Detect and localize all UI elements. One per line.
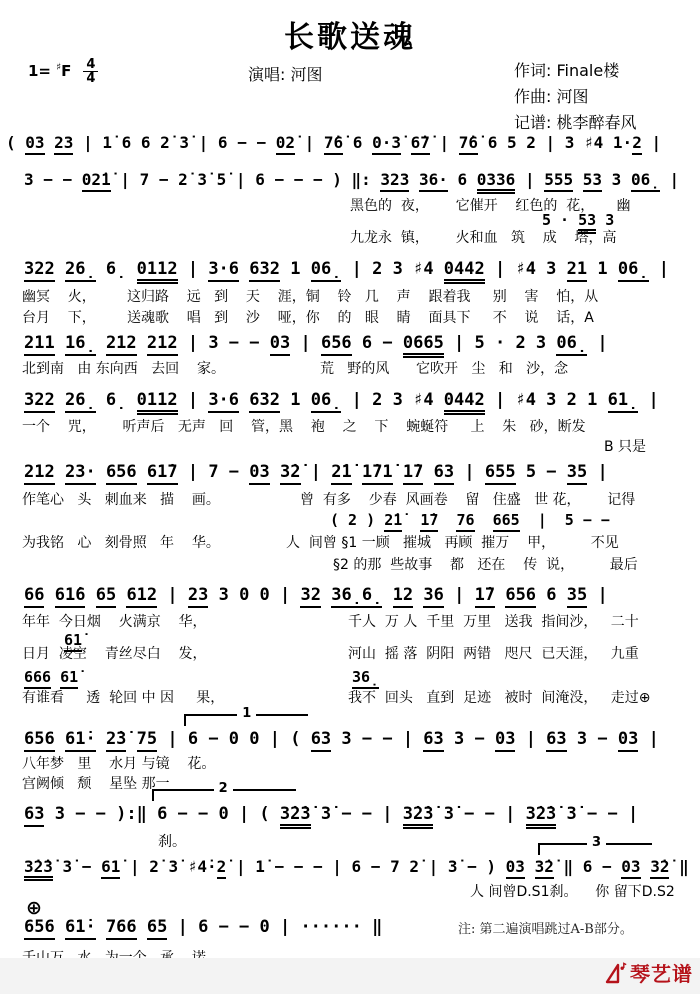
- note-group: [137, 462, 147, 482]
- note-group: 66: [24, 585, 44, 608]
- page-title: 长歌送魂: [284, 20, 416, 55]
- note-group: | 1̇ − − − | 6 − 7 2̇ | 3̇ − ): [226, 857, 506, 876]
- note-group: 322: [24, 390, 55, 413]
- note-group: [352, 462, 362, 482]
- music-line: [24, 729, 659, 750]
- note-group: 03: [621, 857, 640, 879]
- note-group: 35: [567, 462, 587, 485]
- note-group: 75: [137, 729, 157, 752]
- note-group: | ♯4 3 2 1: [484, 390, 608, 410]
- note-group: 5 ·: [542, 211, 579, 229]
- note-group: 61̇·: [65, 917, 96, 940]
- note-group: 61̣: [608, 390, 639, 413]
- note-group: [495, 585, 505, 605]
- note-group: | 3 − −: [177, 333, 270, 353]
- lyric-line: 我不 回头 直到 足迹 被时 间淹没， 走过⊕: [348, 690, 651, 706]
- note-group: 5 −: [515, 462, 567, 482]
- note-group: [96, 917, 106, 937]
- note-group: 0442: [444, 259, 485, 284]
- note-group: [641, 857, 651, 876]
- note-group: [423, 462, 433, 482]
- note-group: 6: [447, 170, 477, 189]
- note-group: 3 0 0 |: [208, 585, 301, 605]
- lyric-line: 宫阙倾 颓 星坠 那一: [22, 776, 170, 792]
- lyric-line: B 只是: [604, 439, 647, 455]
- note-group: 16̣: [65, 333, 96, 356]
- note-group: 76: [456, 511, 474, 532]
- note-group: | 5 · 2 3: [443, 333, 557, 353]
- note-group: 1̇7: [420, 511, 438, 532]
- lyric-line: 八年梦 里 水月 与镜 花。: [22, 756, 216, 772]
- note-group: |: [300, 462, 332, 482]
- lyric-line: 一个 咒， 听声后 无声 回 管，黑 袍 之 下 蜿蜒符 上 朱 砂，断发: [22, 419, 586, 435]
- music-line-small: [330, 511, 610, 530]
- note-group: 6 −: [351, 333, 403, 353]
- note-group: 6̇7̇: [411, 133, 430, 155]
- note-group: 06̣: [311, 390, 342, 413]
- note-group: 2̇1̇: [384, 511, 402, 532]
- lyric-line: 人 间曾 §1 一顾 摧城 再顾 摧万 甲， 不见: [286, 535, 619, 551]
- lyric-line: 荒 野的风 它吹开 尘 和 沙，念: [320, 361, 569, 377]
- note-group: 1̇71̇: [362, 462, 393, 485]
- note-group: | 2 3 ♯4: [341, 390, 444, 410]
- note-group: 2̇3̇: [106, 729, 126, 752]
- note-group: | 7 − 2̇ 3̇ 5̇ | 6 − − − ) ‖:: [110, 170, 381, 189]
- singer-credit: 演唱: 河图: [248, 65, 323, 84]
- note-group: 3: [602, 170, 631, 189]
- volta-bracket: [152, 781, 296, 801]
- note-group: 03: [270, 333, 290, 356]
- note-group: 6: [343, 133, 373, 152]
- note-group: | 6 − 0 0 | (: [157, 729, 311, 749]
- note-group: 61̇: [64, 631, 82, 652]
- music-line: [24, 390, 659, 411]
- note-group: |: [638, 390, 659, 410]
- credit-line: 作词: Finale楼: [514, 61, 620, 80]
- note-group: | 2 3 ♯4: [341, 259, 444, 279]
- note-group: 7̇6̇: [459, 133, 478, 155]
- note-group: |: [177, 390, 209, 410]
- note-group: [573, 170, 583, 189]
- note-group: [96, 462, 106, 482]
- note-group: |: [587, 462, 608, 482]
- note-group: 63: [24, 804, 44, 827]
- lyric-line: 日月 凌空 青丝尽白 发，: [22, 646, 207, 662]
- note-group: 36: [423, 585, 443, 608]
- note-group: 06̣: [556, 333, 587, 356]
- note-group: 3̇ − − |: [310, 804, 403, 824]
- note-group: [126, 729, 136, 749]
- bottom-strip: [0, 958, 700, 994]
- note-group: 61̇: [60, 668, 78, 689]
- note-group: 0·3̇: [372, 133, 401, 155]
- note-group: 3̇ − − |: [556, 804, 639, 824]
- music-line-small: [542, 211, 614, 230]
- note-group: 6̣: [95, 259, 137, 279]
- note-group: 3·6: [208, 390, 239, 413]
- note-group: |: [641, 133, 662, 152]
- note-group: |: [295, 133, 324, 152]
- note-group: 555: [544, 170, 573, 192]
- lyric-line: 刹。: [158, 834, 186, 850]
- note-group: [321, 585, 331, 605]
- note-group: 03: [495, 729, 515, 752]
- note-group: 632: [249, 259, 280, 282]
- remark-note: 注: 第二遍演唱跳过A-B部分。: [458, 922, 633, 937]
- note-group: 0112: [137, 390, 178, 415]
- lyric-line: 幽冥 火， 这归路 远 到 天 涯，铜 铃 几 声 跟着我 别 害 怕，从: [22, 289, 599, 305]
- note-group: 0665: [403, 333, 444, 358]
- key-prefix: 1=: [28, 62, 57, 80]
- note-group: [44, 585, 54, 605]
- note-group: 03: [25, 133, 44, 155]
- note-group: [55, 259, 65, 279]
- note-group: 06̣: [631, 170, 660, 192]
- note-group: 656: [505, 585, 536, 608]
- note-group: [96, 729, 106, 749]
- note-group: |: [587, 333, 608, 353]
- note-group: 212: [147, 333, 178, 356]
- note-group: 63: [423, 729, 443, 752]
- music-line: [24, 857, 689, 877]
- logo-icon: [604, 961, 628, 985]
- note-group: 03: [249, 462, 269, 485]
- coda-sign: ⊕: [26, 897, 42, 919]
- note-group: 53: [583, 170, 602, 192]
- note-group: 03: [618, 729, 638, 752]
- note-group: 63: [311, 729, 331, 752]
- note-group: 23·: [65, 462, 96, 485]
- note-group: |: [429, 133, 459, 152]
- note-group: 21: [567, 259, 587, 282]
- lyric-line: 年年 今日烟 火满京 华，: [22, 614, 207, 630]
- note-group: [402, 511, 420, 529]
- volta-number: 3: [587, 835, 606, 850]
- music-line: [6, 133, 661, 153]
- note-group: 3 −: [443, 729, 495, 749]
- music-line: [24, 462, 608, 483]
- note-group: 1: [587, 259, 618, 279]
- note-group: 1: [280, 390, 311, 410]
- lyric-line: §2 的那 些故事 都 还在 传 说， 最后: [333, 557, 638, 573]
- note-group: [45, 133, 55, 152]
- note-group: 61̇7: [147, 462, 178, 485]
- note-group: [55, 729, 65, 749]
- note-group: 3 − − |: [331, 729, 424, 749]
- time-upper: 4: [83, 58, 98, 72]
- note-group: [393, 462, 403, 482]
- note-group: 53: [578, 211, 596, 234]
- music-line: [24, 804, 638, 825]
- note-group: 35: [567, 585, 587, 608]
- note-group: ‖ 6 −: [553, 857, 622, 876]
- music-line-small: [24, 668, 78, 687]
- note-group: 3̇2̇3̇: [280, 804, 311, 829]
- music-line-small: [352, 668, 379, 687]
- qinyipu-logo: [604, 958, 693, 987]
- lyric-line: 台月 下， 送魂歌 唱 到 沙 哑，你 的 眼 睛 面具下 不 说 话，A: [22, 310, 594, 326]
- note-group: 32: [300, 585, 320, 608]
- note-group: [116, 585, 126, 605]
- note-group: 03: [506, 857, 525, 879]
- lyric-line: 黑色的 夜， 它催开 红色的 花， 幽: [350, 198, 631, 214]
- note-group: 0112: [137, 259, 178, 284]
- music-line: [24, 170, 679, 190]
- note-group: ‖: [669, 857, 689, 876]
- note-group: | ♯4 3: [484, 259, 567, 279]
- note-group: 6̣: [95, 390, 137, 410]
- note-group: |: [443, 585, 475, 605]
- note-group: 3 −: [566, 729, 618, 749]
- note-group: [85, 585, 95, 605]
- note-group: 212: [24, 462, 55, 485]
- music-line: [24, 917, 382, 938]
- note-group: 656: [24, 917, 55, 940]
- note-group: | 2̇ 3̇ ♯4̇·: [120, 857, 217, 876]
- note-group: 61̇·: [65, 729, 96, 752]
- note-group: 3̇2̇3̇: [24, 857, 53, 881]
- logo-text: 琴艺谱: [630, 962, 693, 986]
- note-group: 212: [106, 333, 137, 356]
- note-group: 665: [493, 511, 520, 532]
- note-group: 3̇ −: [52, 857, 102, 876]
- note-group: 656: [24, 729, 55, 752]
- time-lower: 4: [86, 71, 96, 86]
- note-group: 65: [96, 585, 116, 608]
- note-group: |: [638, 729, 659, 749]
- note-group: 3̇2̇: [280, 462, 300, 485]
- note-group: 65: [147, 917, 167, 940]
- note-group: 02̇1̇: [82, 170, 111, 192]
- note-group: |: [157, 585, 188, 605]
- lyric-line: 为我铭 心 刻骨照 年 华。: [22, 535, 220, 551]
- note-group: [55, 333, 65, 353]
- note-group: 2̇1̇: [331, 462, 351, 485]
- note-group: 06̣: [618, 259, 649, 282]
- credit-line: 记谱: 桃李醉春风: [514, 113, 637, 132]
- lyric-line: 有谁看 透 轮回 中 因 果，: [22, 690, 225, 706]
- note-group: 3̇ − − |: [433, 804, 526, 824]
- note-group: 61̇: [101, 857, 120, 879]
- key-note: F: [61, 62, 72, 80]
- note-group: |: [290, 333, 321, 353]
- lyric-line: 河山 摇 落 阴阳 两错 咫尺 已天涯， 九重: [348, 646, 639, 662]
- note-group: [137, 333, 147, 353]
- note-group: 632: [249, 390, 280, 413]
- note-group: 3̇2̇: [535, 857, 554, 879]
- note-group: |: [648, 259, 670, 279]
- note-group: | 5 − −: [519, 511, 610, 529]
- note-group: [401, 133, 411, 152]
- note-group: 3: [596, 211, 615, 229]
- note-group: [270, 462, 280, 482]
- music-line: [24, 333, 608, 354]
- note-group: 02̇: [276, 133, 295, 155]
- note-group: [51, 668, 60, 686]
- note-group: 656: [321, 333, 352, 356]
- note-group: 656: [106, 462, 137, 485]
- note-group: 1: [280, 259, 311, 279]
- note-group: 211: [24, 333, 55, 356]
- note-group: [475, 511, 493, 529]
- note-group: 2̇: [217, 857, 227, 879]
- note-group: 322: [24, 259, 55, 282]
- note-group: 23: [188, 585, 208, 608]
- note-group: [382, 585, 392, 605]
- note-group: 3·6: [208, 259, 239, 282]
- note-group: 3 − − ):‖ 6 − − 0 | (: [44, 804, 280, 824]
- lyric-line: 作笔心 头 刺血来 描 画。: [22, 492, 220, 508]
- volta-number: 2: [214, 781, 233, 796]
- note-group: | 7 −: [177, 462, 250, 482]
- note-group: [96, 333, 106, 353]
- note-group: [413, 585, 423, 605]
- note-group: 26̣: [65, 259, 96, 282]
- note-group: [525, 857, 535, 876]
- note-group: 0442: [444, 390, 485, 415]
- note-group: 63: [546, 729, 566, 752]
- volta-bracket: [184, 706, 308, 726]
- note-group: |: [515, 729, 547, 749]
- note-group: 612: [126, 585, 157, 608]
- note-group: 323: [380, 170, 409, 192]
- music-line: [24, 585, 608, 606]
- note-group: |: [587, 585, 608, 605]
- note-group: | 1̇ 6 6 2̇ 3̇ | 6 − −: [73, 133, 276, 152]
- note-group: 1̇7: [475, 585, 495, 608]
- note-group: 61̇6: [55, 585, 86, 608]
- key-accidental: ♯: [56, 62, 62, 73]
- note-group: 36·: [419, 170, 448, 192]
- note-group: 23: [54, 133, 73, 155]
- note-group: | 6 − − 0 | ······ ‖: [167, 917, 383, 937]
- lyric-line: 千人 万 人 千里 万里 送我 指间沙， 二十: [348, 614, 639, 630]
- note-group: 3 − −: [24, 170, 82, 189]
- note-group: 1̇7: [403, 462, 423, 485]
- note-group: 06̣: [311, 259, 342, 282]
- note-group: |: [659, 170, 680, 189]
- note-group: 6 5 2 | 3 ♯4 1·: [478, 133, 633, 152]
- note-group: 666: [24, 668, 51, 689]
- note-group: [55, 390, 65, 410]
- note-group: [239, 390, 249, 410]
- note-group: 3̇2̇: [650, 857, 669, 879]
- note-group: (: [6, 133, 26, 152]
- note-group: [55, 462, 65, 482]
- note-group: |: [515, 170, 545, 189]
- note-group: [409, 170, 419, 189]
- note-group: 766: [106, 917, 137, 940]
- volta-number: 1: [237, 706, 256, 721]
- volta-bracket: [538, 835, 652, 855]
- note-group: 2: [632, 133, 642, 155]
- note-group: ( 2 ): [330, 511, 385, 529]
- note-group: 26̣: [65, 390, 96, 413]
- lyric-line: 九龙永 镇， 火和血 筑 成 塔，高: [350, 230, 617, 246]
- note-group: 655: [485, 462, 516, 485]
- note-group: 0336: [477, 170, 516, 194]
- note-group: 36̣6̣: [331, 585, 382, 608]
- music-line: [24, 259, 669, 280]
- note-group: 36̣: [352, 668, 379, 689]
- note-group: |: [177, 259, 209, 279]
- note-group: 3̇2̇3̇: [403, 804, 434, 829]
- note-group: 7̇6̇: [324, 133, 343, 155]
- note-group: [55, 917, 65, 937]
- lyric-line: 曾 有多 少春 风画卷 留 住盛 世 花， 记得: [300, 492, 636, 508]
- note-group: [239, 259, 249, 279]
- note-group: 3̇2̇3̇: [526, 804, 557, 829]
- note-group: 6: [536, 585, 567, 605]
- note-group: |: [454, 462, 485, 482]
- note-group: 63: [434, 462, 454, 485]
- credit-line: 作曲: 河图: [514, 87, 589, 106]
- note-group: 12: [393, 585, 413, 608]
- lyric-line: 北到南 由 东向西 去回 家。: [22, 361, 225, 377]
- note-group: [438, 511, 456, 529]
- note-group: [137, 917, 147, 937]
- lyric-line: 人 间曾D.S1刹。 你 留下D.S2: [470, 884, 675, 900]
